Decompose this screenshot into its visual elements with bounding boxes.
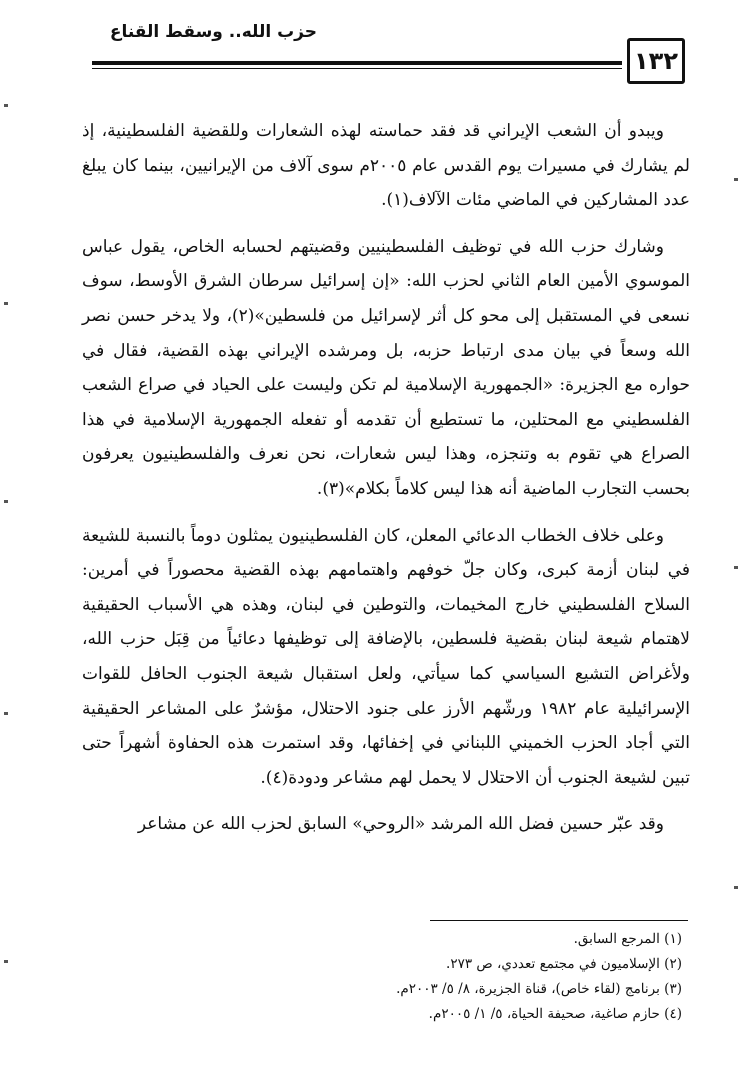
running-title: حزب الله.. وسقط القناع bbox=[109, 22, 317, 42]
footnote-1: (١) المرجع السابق. bbox=[573, 931, 682, 947]
scan-speck bbox=[4, 712, 8, 715]
scan-speck bbox=[4, 960, 8, 963]
header-rule-thick bbox=[92, 61, 622, 65]
paragraph-3: وعلى خلاف الخطاب الدعائي المعلن، كان الفلسطينيون يمثلون دوماً بالنسبة للشيعة في لبنان أزمة كبرى، وكان جلّ خوفهم واهتمامهم بهذه القضية محصوراً في أمرين: السلاح الفلسطيني خارج المخيمات، والتوطين في لبنان، وهذه هي الأسباب الحقيقية لاهتمام شيعة لبنان بقضية فلسطين، بالإضافة إلى توظيفها دعائياً من قِبَل حزب الله، ولأغراض التشيع السياسي كما سيأتي، ولعل استقبال شيعة الجنوب الحافل للقوات الإسرائيلية عام ١٩٨٢ ورشّهم الأرز على جنود الاحتلال، مؤشرٌ على المشاعر الحقيقية التي أجاد الحزب الخميني اللبناني في إخفائها، وقد استمرت هذه الحفاوة أشهراً حتى تبين لشيعة الجنوب أن الاحتلال لا يحمل لهم مشاعر ودودة(٤). bbox=[82, 525, 690, 788]
scan-speck bbox=[4, 104, 8, 107]
scan-speck bbox=[734, 178, 738, 181]
header-rule-thin bbox=[92, 68, 622, 69]
main-text bbox=[82, 114, 690, 854]
footnotes bbox=[252, 927, 682, 1027]
footnote-2: (٢) الإسلاميون في مجتمع تعددي، ص ٢٧٣. bbox=[446, 956, 682, 972]
paragraph-2: وشارك حزب الله في توظيف الفلسطينيين وقضيتهم لحسابه الخاص، يقول عباس الموسوي الأمين العام الثاني لحزب الله: «إن إسرائيل سرطان الشرق الأوسط، سوف نسعى في المستقبل إلى محو كل أثر لإسرائيل من فلسطين»(٢)، ولا يدخر حسن نصر الله وسعاً في بيان مدى ارتباط حزبه، بل ومرشده الإيراني بهذه القضية، فقال في حواره مع الجزيرة: «الجمهورية الإسلامية لم تكن وليست على الحياد في صراع الشعب الفلسطيني مع المحتلين، ما تستطيع أن تقدمه أو تفعله الجمهورية الإسلامية في هذا الصراع هي تقوم به وتنجزه، وهذا ليس شعارات، نحن نعرف والفلسطينيون يعرفون بحسب التجارب الماضية أنه هذا ليس كلاماً بكلام»(٣). bbox=[82, 236, 691, 499]
scan-speck bbox=[4, 302, 8, 305]
footnote-4: (٤) حازم صاغية، صحيفة الحياة، ٥/ ١/ ٢٠٠٥م. bbox=[428, 1006, 682, 1022]
scan-speck bbox=[734, 886, 738, 889]
paragraph-1: ويبدو أن الشعب الإيراني قد فقد حماسته لهذه الشعارات وللقضية الفلسطينية، إذ لم يشارك في مسيرات يوم القدس عام ٢٠٠٥م سوى آلاف من الإيرانيين، بينما كان يبلغ عدد المشاركين في الماضي مئات الآلاف(١). bbox=[82, 121, 690, 211]
scan-speck bbox=[734, 566, 738, 569]
scan-speck bbox=[4, 500, 8, 503]
page-header bbox=[0, 0, 742, 110]
page-number: ١٣٢ bbox=[627, 38, 685, 84]
footnote-separator bbox=[430, 920, 688, 921]
footnote-3: (٣) برنامج (لقاء خاص)، قناة الجزيرة، ٨/ ٥/ ٢٠٠٣م. bbox=[396, 981, 682, 997]
paragraph-4: وقد عبّر حسين فضل الله المرشد «الروحي» السابق لحزب الله عن مشاعر bbox=[137, 814, 664, 835]
